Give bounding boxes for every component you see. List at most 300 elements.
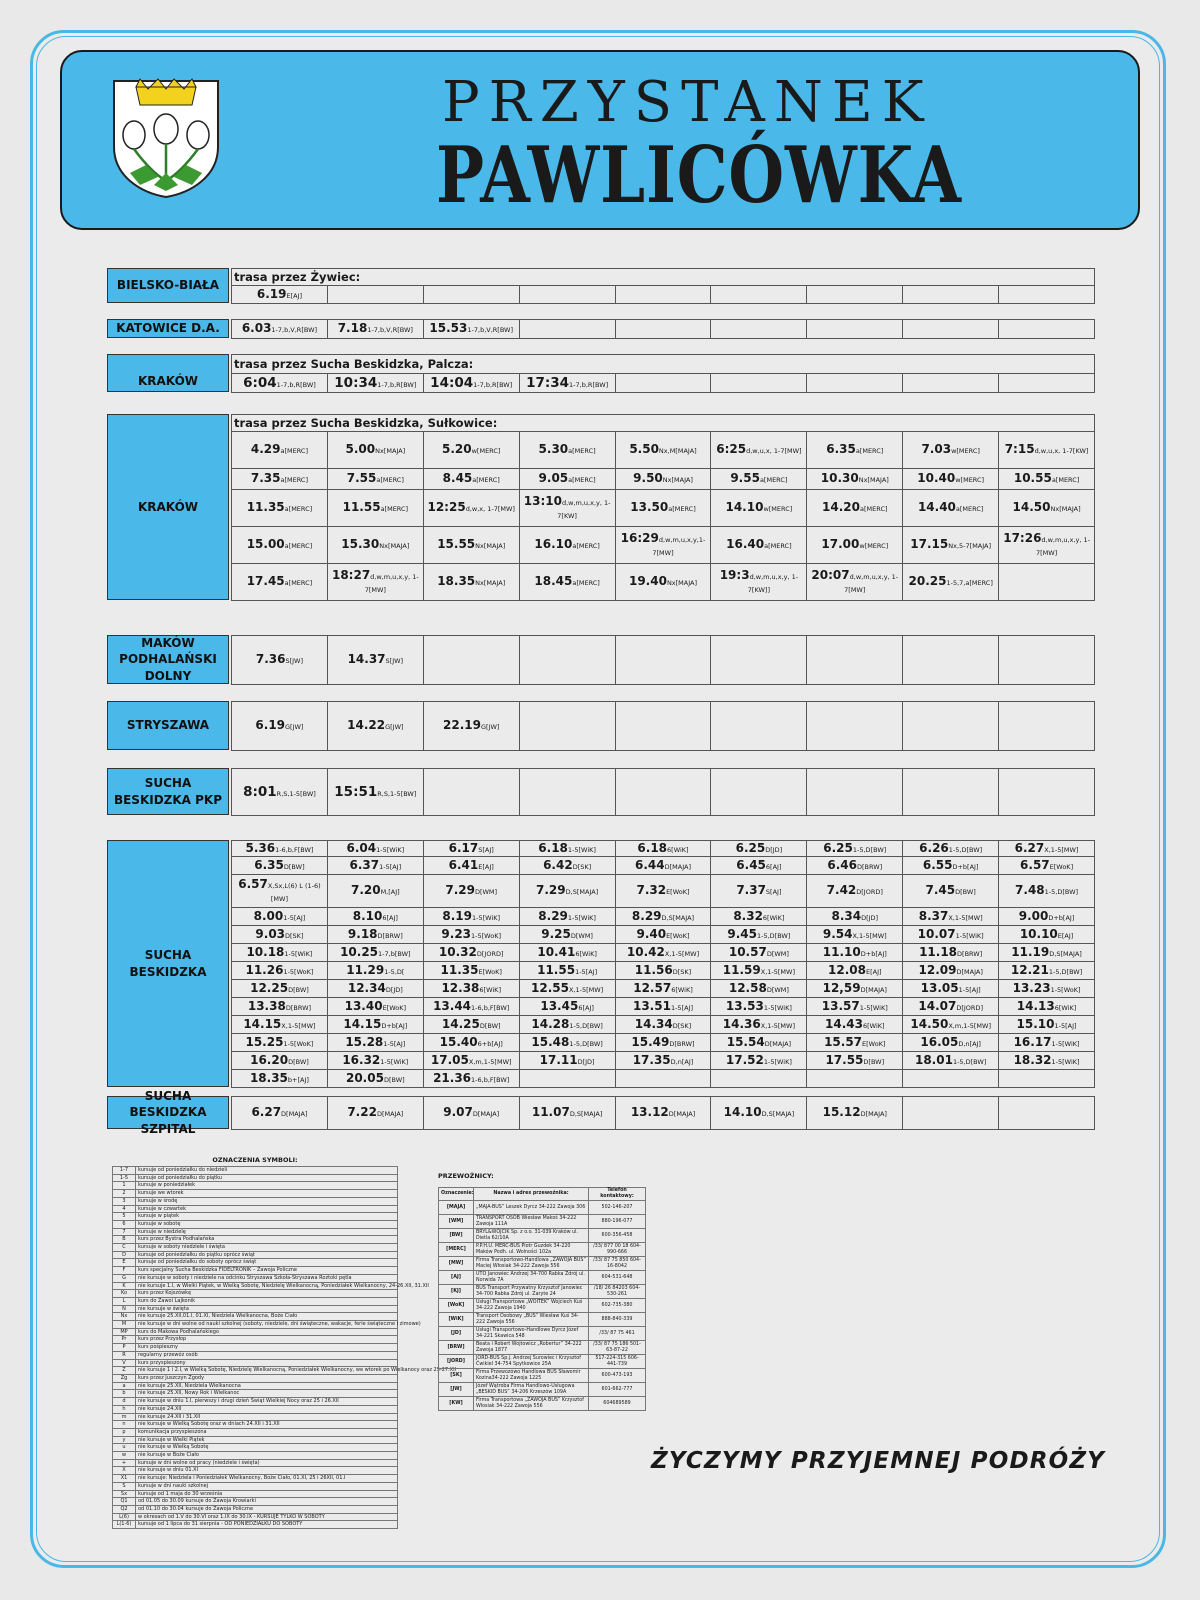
departure-time <box>519 374 615 393</box>
carrier-code: [JW] <box>439 1383 474 1397</box>
departure-time <box>903 980 999 998</box>
legend-symbol: MP <box>113 1328 136 1336</box>
departure-symbols: M,[AJ] <box>380 888 400 897</box>
departure-time <box>711 490 807 527</box>
departure-time <box>519 857 615 875</box>
departure-hour: 6.44 <box>635 857 665 872</box>
departure-symbols: D[BW] <box>288 985 309 994</box>
departure-time <box>711 962 807 980</box>
departure-symbols: d,w,m,u,x,y, 1-7[MW] <box>844 573 899 595</box>
departure-hour: 7.42 <box>826 883 857 898</box>
departure-symbols: D,S[MAJA] <box>569 1110 603 1119</box>
departure-time <box>615 926 711 944</box>
departure-hour: 6:25 <box>716 442 747 457</box>
departure-symbols: D[MAJA] <box>472 1110 500 1119</box>
departure-symbols: 1-7,b,R[BW] <box>377 380 417 389</box>
legend-meaning: kurs przez Kojszówkę <box>136 1290 398 1298</box>
departure-hour: 17.45 <box>246 574 285 589</box>
departure-time <box>232 926 328 944</box>
departure-time <box>519 908 615 926</box>
destination-label: STRYSZAWA <box>107 701 229 750</box>
header-line-1: PRZYSTANEK <box>442 70 933 135</box>
legend-symbol: S <box>113 1482 136 1490</box>
departure-time <box>519 564 615 601</box>
departure-hour: 11.29 <box>346 962 385 977</box>
departure-time <box>327 320 423 339</box>
carrier-name: TRANSPORT OSÓB Wiesław Makoś 34-222 Zawoja 111A <box>474 1215 589 1229</box>
departure-hour: 15.53 <box>429 321 468 336</box>
carrier-name: BRYL&WÓJCIK Sp. z o.o. 31-039 Kraków ul. Dietla 62/10A <box>474 1229 589 1243</box>
departure-symbols: X,1-5[MW] <box>852 931 887 940</box>
departure-hour: 7.35 <box>250 471 281 486</box>
departure-symbols: D[MAJA] <box>376 1110 404 1119</box>
departure-hour: 6.55 <box>922 857 953 872</box>
departure-time <box>615 469 711 490</box>
departures-row <box>232 944 1095 962</box>
departure-hour: 7.29 <box>445 883 475 898</box>
route-block <box>107 1089 1095 1136</box>
departures-row <box>232 857 1095 875</box>
departure-hour: 9.23 <box>441 926 472 941</box>
departures-row <box>232 355 1095 374</box>
departure-time <box>903 527 999 564</box>
legend-row <box>113 1482 398 1490</box>
departure-symbols: D[BRW] <box>377 931 403 940</box>
departure-time <box>519 926 615 944</box>
departure-time <box>999 998 1095 1016</box>
departure-time <box>423 908 519 926</box>
legend-symbol: X <box>113 1467 136 1475</box>
departure-hour: 15.57 <box>824 1034 863 1049</box>
departure-time <box>519 527 615 564</box>
legend-row <box>113 1475 398 1483</box>
legend-meaning: kursuje w piątek <box>136 1213 398 1221</box>
empty-cell <box>615 769 711 816</box>
departure-symbols: 1-6,b,F[BW] <box>471 1003 510 1012</box>
departure-symbols: a[MERC] <box>764 542 792 551</box>
empty-cell <box>999 702 1095 751</box>
departure-symbols: D[BW] <box>383 1075 405 1084</box>
departure-time <box>711 926 807 944</box>
stop-name: PAWLICÓWKA <box>436 130 962 221</box>
departure-symbols: a[MERC] <box>280 447 308 456</box>
departure-symbols: D,n[AJ] <box>670 1057 694 1066</box>
departure-time <box>807 490 903 527</box>
destination-label: KRAKÓW <box>107 354 229 392</box>
empty-cell <box>423 286 519 304</box>
carriers-header-row <box>439 1188 646 1201</box>
departure-hour: 6.25 <box>823 840 853 855</box>
departure-hour: 7:15 <box>1004 442 1035 457</box>
departure-hour: 11.55 <box>537 962 576 977</box>
departure-hour: 17.05 <box>430 1052 469 1067</box>
departure-time <box>519 1034 615 1052</box>
departure-hour: 9.03 <box>255 926 286 941</box>
departure-symbols: Nx[MAJA] <box>475 542 506 551</box>
departure-time <box>232 841 328 857</box>
legend-meaning: nie kursuje 1.I, w Wielki Piątek, w Wielką Sobotę, Niedzielę Wielkanocną, Poniedziałek Wielkanocny, 24-26.XII, 31.XII <box>136 1282 398 1290</box>
departure-hour: 6.19 <box>256 286 287 301</box>
departure-hour: 6.57 <box>1020 857 1050 872</box>
departures-row <box>232 926 1095 944</box>
departure-symbols: E[WoK] <box>382 1003 407 1012</box>
carrier-code: [BRW] <box>439 1341 474 1355</box>
departure-symbols: w[MERC] <box>955 476 985 485</box>
departure-hour: 14.20 <box>822 500 861 515</box>
departure-hour: 14.50 <box>1012 500 1051 515</box>
departure-time <box>807 980 903 998</box>
destination-label: SUCHA BESKIDZKA <box>107 840 229 1087</box>
departure-symbols: D[WM] <box>766 985 789 994</box>
departure-time <box>903 490 999 527</box>
legend-row <box>113 1244 398 1252</box>
carrier-phone: /33/ 877 00 18 604-990-666 <box>589 1243 646 1257</box>
destination-label: SUCHA BESKIDZKA PKP <box>107 768 229 815</box>
legend-row <box>113 1328 398 1336</box>
legend-meaning: kurs specjalny Sucha Beskidzka FIDELTRONIK – Zawoja Policzne <box>136 1267 398 1275</box>
departure-time <box>999 490 1095 527</box>
departure-hour: 8.34 <box>831 908 862 923</box>
legend-symbol: p <box>113 1428 136 1436</box>
legend-meaning: kurs do Makowa Podhalańskiego <box>136 1328 398 1336</box>
empty-cell <box>807 702 903 751</box>
departure-hour: 17.52 <box>725 1052 764 1067</box>
departure-symbols: D[JD] <box>385 985 403 994</box>
departure-time <box>519 490 615 527</box>
departure-hour: 11.07 <box>531 1105 570 1120</box>
departure-time <box>423 564 519 601</box>
legend-symbol: u <box>113 1444 136 1452</box>
departure-time <box>711 469 807 490</box>
legend-row <box>113 1197 398 1205</box>
departure-hour: 15.12 <box>822 1105 861 1120</box>
departure-time <box>423 527 519 564</box>
departure-time <box>999 908 1095 926</box>
departure-hour: 14.25 <box>441 1016 480 1031</box>
departure-symbols: a[MERC] <box>860 505 888 514</box>
empty-cell <box>519 702 615 751</box>
departure-time <box>999 469 1095 490</box>
departure-symbols: X,1-5[MW] <box>1044 845 1079 854</box>
legend-row <box>113 1513 398 1521</box>
departure-hour: 10.10 <box>1019 926 1058 941</box>
departure-hour: 6:04 <box>243 374 277 391</box>
departure-hour: 12.38 <box>441 980 480 995</box>
departure-symbols: 1-5[AJ] <box>958 985 981 994</box>
departure-time <box>519 1097 615 1130</box>
empty-cell <box>711 286 807 304</box>
legend-meaning: nie kursuje w soboty i niedziele na odcinku Stryszawa Szkoła-Stryszawa Roztoki pętla <box>136 1274 398 1282</box>
departure-time <box>999 926 1095 944</box>
header-banner <box>60 50 1140 230</box>
departure-symbols: D[SK] <box>672 967 692 976</box>
legend-row <box>113 1436 398 1444</box>
departure-symbols: R,S,1-5[BW] <box>276 789 316 798</box>
departure-hour: 7.22 <box>347 1105 377 1120</box>
departure-time <box>327 980 423 998</box>
legend-meaning: kursuje od 1 lipca do 31 sierpnia - OD PONIEDZIAŁKU DO SOBOTY <box>136 1521 398 1529</box>
departure-symbols: 1-5[AJ] <box>575 967 598 976</box>
empty-cell <box>999 769 1095 816</box>
departure-time <box>232 769 328 816</box>
departure-time <box>999 980 1095 998</box>
departure-symbols: Nx[MAJA] <box>375 447 406 456</box>
empty-cell <box>903 320 999 339</box>
departure-symbols: d,w,m,u,x,y, 1-7[MW] <box>1035 536 1090 558</box>
departure-time <box>903 1034 999 1052</box>
carriers-header-code: Oznaczenie: <box>439 1188 474 1201</box>
departure-symbols: D[BRW] <box>957 949 983 958</box>
departure-time <box>999 944 1095 962</box>
carrier-name: BUS Transport Przywatny Krzysztof Janowiec 34-700 Rabka Zdrój ul. Zaryte 24 <box>474 1285 589 1299</box>
departure-time <box>615 980 711 998</box>
departure-time <box>232 320 328 339</box>
departure-hour: 18.01 <box>914 1052 953 1067</box>
route-block <box>107 701 1095 750</box>
departures-row <box>232 527 1095 564</box>
legend-row <box>113 1251 398 1259</box>
departure-hour: 14.07 <box>918 998 957 1013</box>
departure-symbols: 1-5[WiK] <box>859 1003 888 1012</box>
legend-symbol: d <box>113 1398 136 1406</box>
route-note: trasa przez Sucha Beskidzka, Palcza: <box>232 355 1095 374</box>
departure-symbols: X,m,1-5[MW] <box>468 1057 512 1066</box>
departure-hour: 16.17 <box>1013 1034 1052 1049</box>
legend-meaning: nie kursuje: Niedziela i Poniedziałek Wielkanocny, Boże Ciało, 01.XI, 25 i 26XII, 01.I <box>136 1475 398 1483</box>
legend-symbol: 1 <box>113 1182 136 1190</box>
departure-hour: 15.49 <box>631 1034 670 1049</box>
departure-hour: 5.50 <box>629 442 659 457</box>
departure-symbols: D+b[AJ] <box>381 1021 408 1030</box>
departure-hour: 8.32 <box>733 908 763 923</box>
carrier-name: Transport Osobowy „BUS” Wiesław Kuś 34-222 Zawoja 556 <box>474 1313 589 1327</box>
departure-symbols: 1-5[WiK] <box>763 1057 792 1066</box>
departures-row <box>232 1034 1095 1052</box>
departure-symbols: 6[WiK] <box>1054 1003 1077 1012</box>
empty-cell <box>615 636 711 685</box>
departure-time <box>327 1052 423 1070</box>
departure-hour: 15.55 <box>437 537 476 552</box>
departure-time <box>232 1097 328 1130</box>
route-block <box>107 414 1095 600</box>
departure-time <box>615 962 711 980</box>
departure-symbols: 1-5[WiK] <box>955 931 984 940</box>
departure-time <box>423 374 519 393</box>
legend-symbol: Ko <box>113 1290 136 1298</box>
departure-symbols: X,Sx,L(6) L (1-6)[MW] <box>267 882 321 904</box>
legend-row <box>113 1305 398 1313</box>
departure-hour: 9.55 <box>730 471 760 486</box>
departure-hour: 18.35 <box>249 1070 288 1085</box>
departure-hour: 10.57 <box>728 944 767 959</box>
departure-hour: 4.29 <box>250 442 281 457</box>
departure-symbols: 1-7,b,V,R[BW] <box>367 326 413 335</box>
departure-hour: 16.10 <box>534 537 573 552</box>
departure-hour: 8.29 <box>538 908 568 923</box>
departure-time <box>519 875 615 908</box>
legend-meaning: nie kursuje 24.XII i 31.XII <box>136 1413 398 1421</box>
departure-hour: 9.40 <box>636 926 667 941</box>
departure-time <box>711 1052 807 1070</box>
departure-time <box>615 1097 711 1130</box>
departure-symbols: E[AJ] <box>286 291 303 300</box>
departure-hour: 17.00 <box>821 537 860 552</box>
departure-hour: 22.19 <box>443 718 481 733</box>
departure-hour: 12.21 <box>1010 962 1049 977</box>
departure-time <box>711 857 807 875</box>
departure-time <box>615 432 711 469</box>
departure-symbols: D,n[AJ] <box>958 1039 981 1048</box>
departure-hour: 5.30 <box>538 442 569 457</box>
departure-time <box>999 432 1095 469</box>
departure-symbols: a[MERC] <box>280 476 308 485</box>
legend-row <box>113 1290 398 1298</box>
departure-time <box>327 769 423 816</box>
departure-symbols: S[AJ] <box>478 845 494 854</box>
departure-time <box>615 908 711 926</box>
departure-time <box>423 875 519 908</box>
departure-symbols: a[MERC] <box>855 447 884 456</box>
departure-time <box>519 980 615 998</box>
legend-meaning: nie kursuje w Wielką Sobotę <box>136 1444 398 1452</box>
departure-hour: 5.36 <box>245 840 276 855</box>
departure-hour: 18.35 <box>437 574 476 589</box>
legend-symbol: h <box>113 1405 136 1413</box>
departure-time <box>232 702 328 751</box>
departures-row <box>232 1070 1095 1088</box>
empty-cell <box>519 769 615 816</box>
departure-hour: 13.38 <box>247 998 286 1013</box>
departure-hour: 14.34 <box>634 1016 673 1031</box>
departure-hour: 15.30 <box>341 537 380 552</box>
carrier-name: „MAJA-BUS” Leszek Dyrcz 34-222 Zawoja 306 <box>474 1201 589 1215</box>
legend-symbol: m <box>113 1413 136 1421</box>
departure-hour: 7.32 <box>636 883 667 898</box>
legend-row <box>113 1374 398 1382</box>
coat-of-arms-icon <box>110 77 222 199</box>
departure-symbols: X,1-5[MW] <box>760 967 795 976</box>
departure-symbols: D[JORD] <box>476 949 504 958</box>
departure-hour: 13.53 <box>725 998 764 1013</box>
departure-symbols: Nx[MAJA] <box>1050 505 1081 514</box>
departures-row <box>232 286 1095 304</box>
departure-time <box>807 1097 903 1130</box>
departures-row <box>232 374 1095 393</box>
departure-symbols: Nx,5-7[MAJA] <box>948 542 992 551</box>
departure-symbols: a[MERC] <box>759 476 788 485</box>
carrier-phone: /33/ 87 75 186 501-63-87-22 <box>589 1341 646 1355</box>
departure-symbols: D+b[AJ] <box>952 862 979 871</box>
departure-symbols: D[WM] <box>766 949 789 958</box>
empty-cell <box>999 286 1095 304</box>
departure-time <box>999 841 1095 857</box>
carrier-code: [JD] <box>439 1327 474 1341</box>
departure-hour: 9.25 <box>541 926 571 941</box>
departure-time <box>903 926 999 944</box>
legend-title: OZNACZENIA SYMBOLI: <box>212 1156 298 1164</box>
legend-meaning: kursuje we wtorek <box>136 1190 398 1198</box>
departure-symbols: E[WoK] <box>478 967 502 976</box>
carrier-phone: 602-735-380 <box>589 1299 646 1313</box>
legend-row <box>113 1398 398 1406</box>
departure-symbols: 1-5[AJ] <box>383 1039 406 1048</box>
legend-meaning: kursuje od poniedziałku do niedzieli <box>136 1167 398 1175</box>
departure-symbols: 1-7,b,R[BW] <box>276 380 316 389</box>
departure-hour: 6.57 <box>238 877 268 892</box>
departure-time <box>711 908 807 926</box>
route-block <box>107 635 1095 684</box>
legend-row <box>113 1321 398 1329</box>
departure-symbols: w[MERC] <box>471 447 501 456</box>
empty-cell <box>903 1070 999 1088</box>
departure-hour: 13.23 <box>1012 980 1051 995</box>
destination-label: BIELSKO-BIAŁA <box>107 268 229 303</box>
carrier-phone: 604-531-648 <box>589 1271 646 1285</box>
departure-symbols: D[JD] <box>765 845 783 854</box>
departure-hour: 10.32 <box>438 944 477 959</box>
destination-label: KRAKÓW <box>107 414 229 600</box>
legend-meaning: nie kursuje w Wielką Sobotę oraz w dniach 24.XII i 31.XII <box>136 1421 398 1429</box>
departure-hour: 11.18 <box>919 944 958 959</box>
departure-symbols: b+[AJ] <box>287 1075 309 1084</box>
departure-time <box>711 527 807 564</box>
departure-symbols: 1-5,D[BW] <box>756 931 791 940</box>
carrier-code: [MW] <box>439 1257 474 1271</box>
departure-time <box>999 1034 1095 1052</box>
legend-meaning: kurs do Zawoi Lajkonik <box>136 1297 398 1305</box>
empty-cell <box>903 374 999 393</box>
departure-symbols: 1-5[WiK] <box>380 1057 409 1066</box>
empty-cell <box>423 636 519 685</box>
legend-row <box>113 1505 398 1513</box>
departure-hour: 20:07 <box>811 568 850 583</box>
departure-symbols: 6[WiK] <box>667 845 689 854</box>
departure-hour: 10:34 <box>334 374 378 391</box>
legend-row <box>113 1428 398 1436</box>
carriers-panel <box>438 1172 646 1411</box>
route-block <box>107 354 1095 392</box>
carrier-name: Józef Wątroba Firma Handlowo-Usługowa „BESKID BUS” 34-206 Krzeszów 109A <box>474 1383 589 1397</box>
departure-time <box>807 926 903 944</box>
departure-hour: 14.10 <box>723 1105 762 1120</box>
departures-table <box>231 354 1095 393</box>
departure-hour: 14.13 <box>1016 998 1055 1013</box>
carrier-name: Firma Przewozowo Handlowa BUS Sławomir Kozina34-222 Zawoja 1225 <box>474 1369 589 1383</box>
legend-symbol: + <box>113 1459 136 1467</box>
departure-symbols: D[SK] <box>672 1021 692 1030</box>
departure-hour: 9.07 <box>443 1105 473 1120</box>
legend-row <box>113 1297 398 1305</box>
carrier-name: Firma Transportowo-Handlowa „ZAWOJA BUS” Maciej Włosiak 34-222 Zawoja 556 <box>474 1257 589 1271</box>
departures-row <box>232 962 1095 980</box>
carrier-code: [KW] <box>439 1397 474 1411</box>
departure-hour: 14.28 <box>531 1016 570 1031</box>
departure-time <box>903 432 999 469</box>
legend-symbol: n <box>113 1421 136 1429</box>
departure-hour: 7.55 <box>346 471 377 486</box>
departure-symbols: D[BRW] <box>285 1003 312 1012</box>
empty-cell <box>615 1070 711 1088</box>
empty-cell <box>615 320 711 339</box>
legend-meaning: kurs przez Bystra Podhalańska <box>136 1236 398 1244</box>
departure-symbols: D[MAJA] <box>664 862 691 871</box>
carriers-header-phone: Telefon kontaktowy: <box>589 1188 646 1201</box>
legend-meaning: od 01.10 do 30.04 kursuje do Zawoja Policzne <box>136 1505 398 1513</box>
departure-symbols: 6[AJ] <box>382 913 398 922</box>
departure-symbols: 1-7,b,V,R[BW] <box>467 326 514 335</box>
departure-symbols: 1-5,D[ <box>384 967 405 976</box>
departure-hour: 13.44 <box>433 998 472 1013</box>
